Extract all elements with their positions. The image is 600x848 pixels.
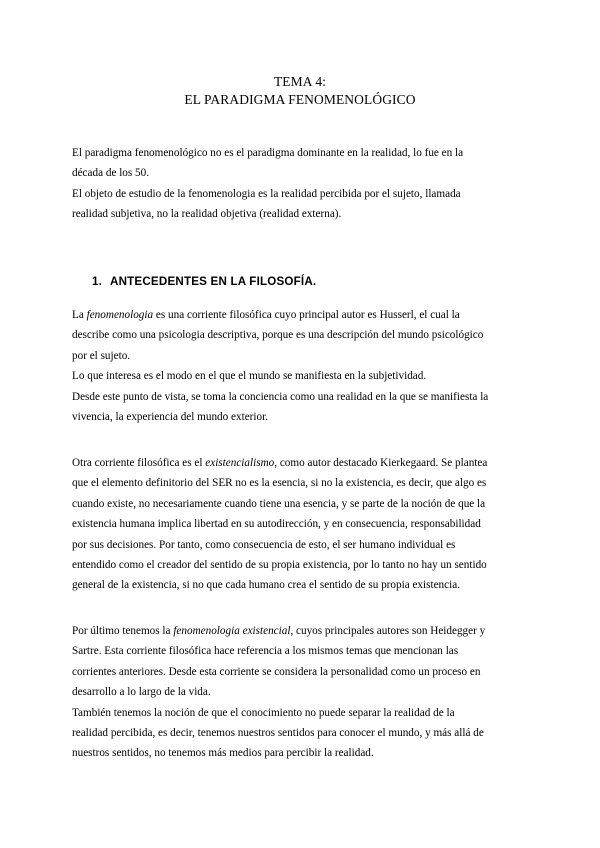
paragraph-fenomenologia bbox=[72, 305, 528, 427]
section-number: 1. bbox=[92, 275, 103, 288]
text-line: entendido como el creador del sentido de su propia existencia, por lo tanto no hay un sentido bbox=[72, 558, 487, 571]
text-line: vivencia, la experiencia del mundo exterior. bbox=[72, 410, 269, 423]
text-line: El paradigma fenomenológico no es el paradigma dominante en la realidad, lo fue en la bbox=[72, 147, 464, 159]
emphasized-term: fenomenologia bbox=[86, 309, 154, 321]
text-line: desarrollo a lo largo de la vida. bbox=[72, 686, 211, 699]
text-line: Por último tenemos la fenomenologia existencial, cuyos principales autores son Heidegger y bbox=[72, 625, 486, 637]
text-line: Otra corriente filosófica es el existencialismo, como autor destacado Kierkegaard. Se plantea bbox=[72, 457, 488, 469]
text-line: nuestros sentidos, no tenemos más medios para percibir la realidad. bbox=[72, 747, 374, 760]
text-line: por sus decisiones. Por tanto, como consecuencia de esto, el ser humano individual es bbox=[72, 538, 456, 551]
text-line: realidad percibida, es decir, tenemos nuestros sentidos para conocer el mundo, y más allá de bbox=[72, 726, 484, 739]
text-line: También tenemos la noción de que el conocimiento no puede separar la realidad de la bbox=[72, 706, 455, 719]
text-line: describe como una psicologia descriptiva, porque es una descripción del mundo psicológico bbox=[72, 329, 484, 342]
text-line: cuando existe, no necesariamente cuando tiene una esencia, y se parte de la noción de que la bbox=[72, 497, 486, 510]
text-line: Sartre. Esta corriente filosófica hace referencia a los mismos temas que mencionan las bbox=[72, 645, 459, 658]
text-line: realidad subjetiva, no la realidad objetiva (realidad externa). bbox=[72, 208, 342, 221]
text-line: por el sujeto. bbox=[72, 349, 131, 362]
document-title-line-1: TEMA 4: bbox=[273, 74, 327, 89]
section-title: ANTECEDENTES EN LA FILOSOFÍA. bbox=[110, 275, 317, 288]
text-line: existencia humana implica libertad en su autodirección, y en consecuencia, responsabilidad bbox=[72, 518, 481, 531]
text-line: Lo que interesa es el modo en el que el mundo se manifiesta en la subjetividad. bbox=[72, 370, 427, 383]
text-line: corrientes anteriores. Desde esta corriente se considera la personalidad como un proceso en bbox=[72, 665, 481, 678]
text-line: década de los 50. bbox=[72, 167, 150, 180]
emphasized-term: existencialismo bbox=[205, 457, 275, 469]
paragraph-existencialismo bbox=[72, 453, 528, 596]
section-heading bbox=[92, 275, 316, 288]
text-line: Desde este punto de vista, se toma la conciencia como una realidad en la que se manifiesta la bbox=[72, 390, 489, 403]
text-line: que el elemento definitorio del SER no es la esencia, si no la existencia, es decir, que algo es bbox=[72, 477, 487, 490]
intro-paragraph bbox=[72, 143, 528, 225]
emphasized-term: fenomenologia existencial bbox=[173, 625, 291, 637]
document-title-line-2: EL PARADIGMA FENOMENOLÓGICO bbox=[184, 92, 416, 107]
text-line: El objeto de estudio de la fenomenologia es la realidad percibida por el sujeto, llamada bbox=[72, 187, 461, 200]
text-line: La fenomenologia es una corriente filosófica cuyo principal autor es Husserl, el cual la bbox=[72, 309, 460, 321]
paragraph-fenomenologia-existencial bbox=[72, 621, 528, 764]
text-line: general de la existencia, si no que cada humano crea el sentido de su propia existencia. bbox=[72, 579, 460, 592]
